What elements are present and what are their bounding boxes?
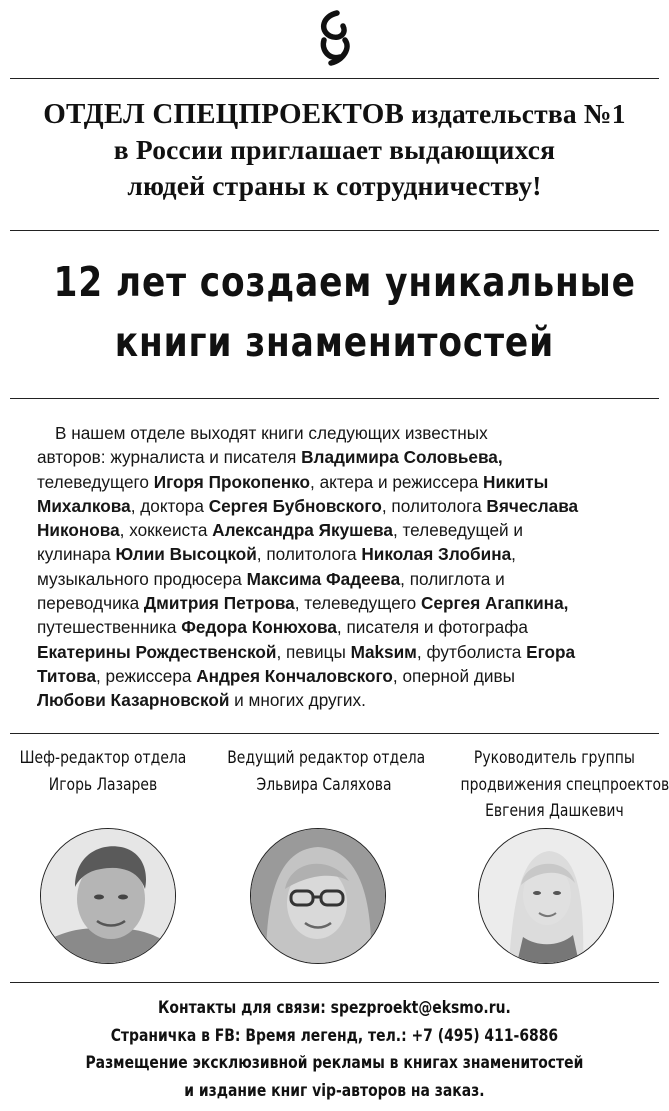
divider <box>10 230 659 231</box>
body-text: авторов: журналиста и писателя <box>37 447 302 468</box>
body-text: музыкального продюсера <box>37 568 247 589</box>
contacts-email: Контакты для связи: spezproekt@eksmo.ru. <box>157 998 511 1018</box>
author-name: Никонова <box>37 520 120 541</box>
eksmo-logo-icon <box>313 10 355 66</box>
author-name: Николая Злобина <box>361 544 512 565</box>
body-text: , режиссера <box>96 665 197 686</box>
headline <box>0 96 669 204</box>
body-line <box>37 615 637 639</box>
author-name: Федора Конюхова <box>181 617 337 638</box>
author-name: Екатерины Рождественской <box>37 641 277 662</box>
staff-name: Эльвира Саляхова <box>256 774 392 795</box>
body-line <box>37 664 637 688</box>
body-line <box>37 688 637 712</box>
avatar <box>40 828 176 964</box>
contacts-phone: Страничка в FB: Время легенд, тел.: +7 (495) 411-6886 <box>110 1025 559 1046</box>
body-text: , политолога <box>256 544 362 565</box>
avatar <box>250 828 386 964</box>
author-name: Михалкова <box>37 495 131 516</box>
body-line <box>37 470 637 494</box>
author-name: Андрея Кончаловского <box>196 665 393 686</box>
body-text: кулинара <box>37 544 116 565</box>
staff-role: Шеф-редактор отдела <box>19 748 187 768</box>
avatar <box>478 828 614 964</box>
divider <box>10 733 659 734</box>
body-line <box>37 518 637 542</box>
body-text: , певицы <box>276 641 351 662</box>
staff-caption-1 <box>19 745 188 798</box>
headline-line1-rest: издательства №1 <box>404 98 626 129</box>
author-name: Сергея Агапкина, <box>421 593 569 614</box>
body-line <box>37 567 637 591</box>
author-name: Сергея Бубновского <box>208 495 382 516</box>
author-name: Любови Казарновской <box>37 690 230 711</box>
author-name: Юлии Высоцкой <box>115 544 257 565</box>
body-line <box>37 445 637 469</box>
contacts-note: Размещение эксклюзивной рекламы в книгах знаменитостей <box>85 1053 584 1073</box>
author-name: Егора <box>526 641 576 662</box>
body-text: , футболиста <box>416 641 527 662</box>
headline-line2: в России приглашает выдающихся <box>113 134 556 165</box>
staff-role: Ведущий редактор отдела <box>227 748 426 768</box>
author-name: Владимира Соловьева, <box>301 447 503 468</box>
title-line1: 12 лет создаем уникальные <box>53 258 636 306</box>
author-name: Титова <box>37 665 96 686</box>
staff-caption-2 <box>227 745 426 798</box>
staff-caption-3 <box>460 745 669 825</box>
authors-paragraph <box>37 421 637 713</box>
divider <box>10 78 659 79</box>
body-text: , политолога <box>381 495 487 516</box>
body-text: , телеведущего <box>294 593 422 614</box>
author-name: Вячеслава <box>486 495 579 516</box>
author-name: Игоря Прокопенко <box>153 471 311 492</box>
staff-name: Игорь Лазарев <box>48 774 158 795</box>
body-text: телеведущего <box>37 471 154 492</box>
body-text: , хоккеиста <box>119 520 213 541</box>
body-line <box>37 591 637 615</box>
author-name: Александра Якушева <box>212 520 393 541</box>
contacts-note: и издание книг vip-авторов на заказ. <box>184 1080 485 1101</box>
author-name: Максима Фадеева <box>246 568 401 589</box>
body-text: переводчика <box>37 593 144 614</box>
contacts <box>60 995 609 1105</box>
divider <box>10 398 659 399</box>
headline-line3: людей страны к сотрудничеству! <box>127 170 542 201</box>
body-line: В нашем отделе выходят книги следующих известных <box>55 423 488 443</box>
author-name: Дмитрия Петрова <box>143 593 295 614</box>
body-text: , телеведущей и <box>392 520 523 541</box>
title-line2: книги знаменитостей <box>114 318 555 366</box>
body-text: , полиглота и <box>400 568 505 589</box>
author-name: Никиты <box>483 471 549 492</box>
body-text: путешественника <box>37 617 182 638</box>
headline-caps: ОТДЕЛ СПЕЦПРОЕКТОВ <box>43 98 405 130</box>
body-text: , писателя и фотографа <box>336 617 528 638</box>
body-text: и многих других. <box>229 690 366 711</box>
author-name: Maksим <box>350 641 417 662</box>
staff-role: продвижения спецпроектов <box>460 774 669 795</box>
body-text: , актера и режиссера <box>310 471 484 492</box>
divider <box>10 982 659 983</box>
body-line <box>37 542 637 566</box>
body-text: , <box>511 544 516 565</box>
body-text: , оперной дивы <box>392 665 515 686</box>
body-line <box>37 494 637 518</box>
staff-name: Евгения Дашкевич <box>485 801 624 821</box>
staff-role: Руководитель группы <box>473 748 635 768</box>
page-title <box>53 252 636 372</box>
body-line <box>37 640 637 664</box>
body-text: , доктора <box>130 495 209 516</box>
